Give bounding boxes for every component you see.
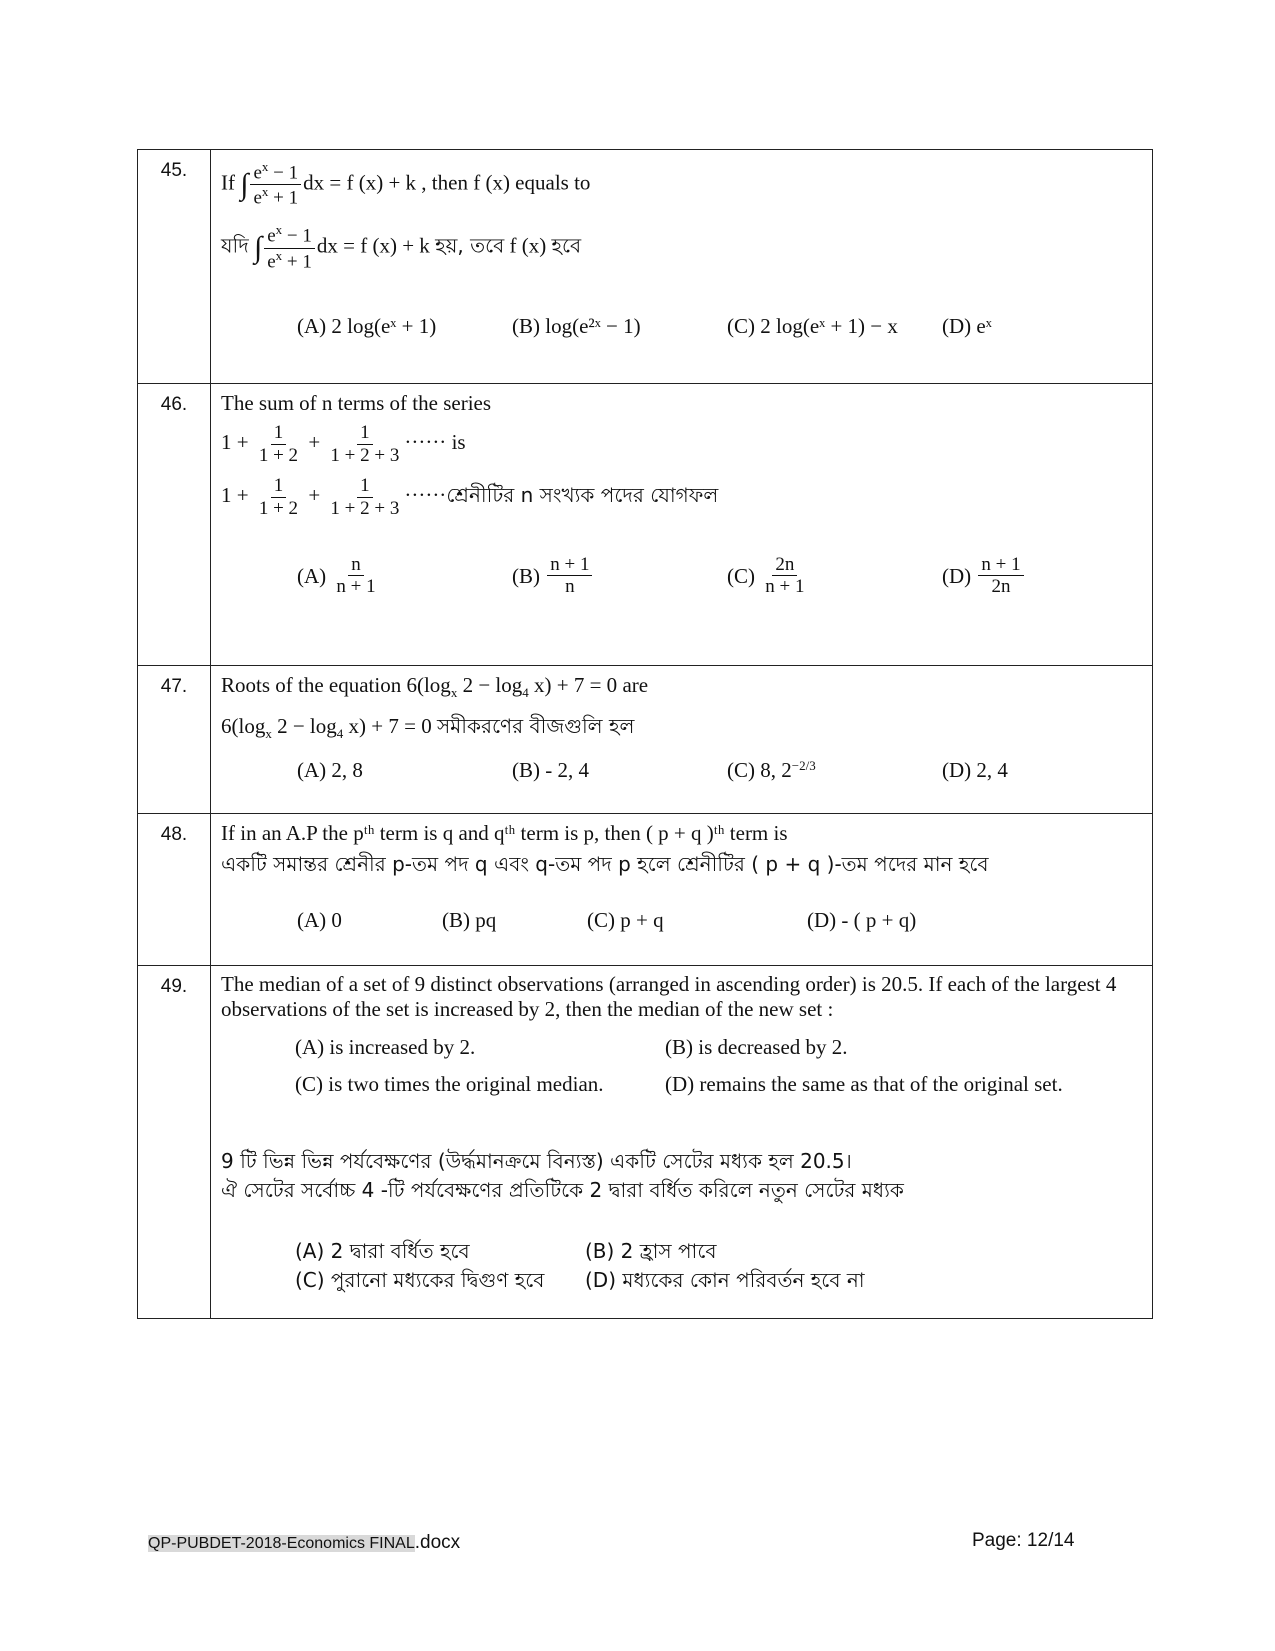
- question-number: 46.: [138, 384, 211, 666]
- question-number: 47.: [138, 666, 211, 814]
- fraction: $\frac{1}{1 + 2}$: [258, 422, 299, 467]
- question-46-options: [297, 554, 1142, 599]
- question-47-options: [297, 757, 1142, 783]
- option-d: (D) $\frac{n + 1}{2n}$: [942, 554, 1026, 599]
- footer-page-number: Page: 12/14: [972, 1530, 1075, 1551]
- option-b: (B) is decreased by 2.: [665, 1035, 848, 1060]
- option-c: (C) is two times the original median.: [295, 1071, 604, 1096]
- fraction: $\frac{1}{1 + 2}$: [258, 474, 299, 519]
- question-body: [211, 150, 1153, 384]
- question-body: [211, 384, 1153, 666]
- option-d: (D) eˣ: [942, 313, 992, 338]
- option-c: (C) $\frac{2n}{n + 1}$: [727, 553, 805, 598]
- question-47: [138, 666, 1153, 814]
- option-d: (D) মধ্যকের কোন পরিবর্তন হবে না: [585, 1267, 865, 1292]
- option-d: (D) remains the same as that of the original set.: [665, 1071, 1063, 1096]
- option-d: (D) 2, 4: [942, 757, 1008, 782]
- question-47-bengali: $6(\log_x$ $2 - \log_4 x) + 7 = 0$ সমীকরণের বীজগুলি হল: [221, 714, 635, 742]
- fraction: $\frac{e^x - 1}{e^x + 1}$: [264, 223, 315, 272]
- option-a: (A) 2 log(eˣ + 1): [297, 313, 437, 338]
- option-c: (C) 8, 2 $^{-2/3}$: [727, 757, 816, 782]
- option-d: (D) - ( p + q): [807, 908, 917, 933]
- question-49-english: The median of a set of 9 distinct observations (arranged in ascending order) is 20.5. If each of the largest 4 observations of the set is increased by 2, then the median of the new set :: [221, 972, 1117, 1022]
- fraction: $\frac{1}{1 + 2 + 3}$: [330, 422, 400, 467]
- footer-filename: QP-PUBDET-2018-Economics FINAL.docx: [148, 1532, 461, 1553]
- option-a: (A) $\frac{n}{n + 1}$: [297, 553, 376, 598]
- fraction: $\frac{e^x - 1}{e^x + 1}$: [250, 160, 301, 209]
- question-49-options-english: [295, 1034, 1142, 1060]
- question-45-english: If ∫ $\frac{e^x - 1}{e^x + 1}$ dx = f (x) + k , then f (x) equals to: [221, 159, 591, 209]
- question-49-options-bengali: [295, 1239, 1142, 1264]
- option-b: (B) pq: [442, 908, 497, 933]
- option-c: (C) 2 log(eˣ + 1) − x: [727, 313, 898, 338]
- question-45: [138, 150, 1153, 384]
- question-49-options-bengali-2: [295, 1268, 1142, 1293]
- option-b: (B) log(e²ˣ − 1): [512, 313, 641, 338]
- question-body: [211, 666, 1153, 814]
- option-c: (C) p + q: [587, 908, 664, 933]
- question-46-english: The sum of n terms of the series: [221, 391, 492, 415]
- option-c: (C) পুরানো মধ্যকের দ্বিগুণ হবে: [295, 1267, 545, 1292]
- option-b: (B) 2 হ্রাস পাবে: [585, 1238, 717, 1263]
- question-number: 45.: [138, 150, 211, 384]
- question-46: [138, 384, 1153, 666]
- question-49-bengali-2: ঐ সেটের সর্বোচ্চ 4 -টি পর্যবেক্ষণের প্রতিটিকে 2 দ্বারা বর্ধিত করিলে নতুন সেটের মধ্যক: [221, 1177, 904, 1202]
- question-46-series: 1 + $\frac{1}{1 + 2}$ + $\frac{1}{1 + 2 + 3}$ ······ is: [221, 422, 466, 467]
- option-a: (A) 0: [297, 908, 342, 933]
- question-48-bengali: একটি সমান্তর শ্রেনীর p-তম পদ q এবং q-তম পদ p হলে শ্রেনীটির ( p + q )-তম পদের মান হবে: [221, 852, 989, 877]
- question-body: [211, 814, 1153, 966]
- option-a: (A) 2 দ্বারা বর্ধিত হবে: [295, 1238, 470, 1263]
- question-45-bengali: যদি ∫ $\frac{e^x - 1}{e^x + 1}$ dx = f (x) + k হয়, তবে f (x) হবে: [221, 222, 582, 272]
- questions-table: [137, 149, 1153, 1319]
- question-48: [138, 814, 1153, 966]
- integral-sign: ∫: [240, 167, 249, 201]
- integral-sign: ∫: [254, 231, 263, 265]
- question-48-english: If in an A.P the pᵗʰ term is q and qᵗʰ term is p, then ( p + q )ᵗʰ term is: [221, 821, 788, 845]
- option-a: (A) is increased by 2.: [295, 1035, 476, 1060]
- question-number: 48.: [138, 814, 211, 966]
- question-49: [138, 966, 1153, 1319]
- question-49-options-english-2: [295, 1071, 1142, 1097]
- option-a: (A) 2, 8: [297, 757, 363, 782]
- option-b: (B) $\frac{n + 1}{n}$: [512, 554, 727, 599]
- option-b: (B) - 2, 4: [512, 757, 589, 782]
- question-46-bengali: 1 + $\frac{1}{1 + 2}$ + $\frac{1}{1 + 2 + 3}$ ······শ্রেনীটির n সংখ্যক পদের যোগফল: [221, 474, 719, 519]
- fraction: $\frac{1}{1 + 2 + 3}$: [330, 474, 400, 519]
- question-number: 49.: [138, 966, 211, 1319]
- question-45-options: [297, 313, 1142, 339]
- question-48-options: [297, 907, 1142, 933]
- question-47-english: Roots of the equation $6(\log_x$ $2 - \log_4 x) + 7 = 0$ are: [221, 673, 649, 701]
- question-body: [211, 966, 1153, 1319]
- question-49-bengali-1: 9 টি ভিন্ন ভিন্ন পর্যবেক্ষণের (উর্দ্ধমানক্রমে বিন্যস্ত) একটি সেটের মধ্যক হল 20.5।: [221, 1148, 852, 1173]
